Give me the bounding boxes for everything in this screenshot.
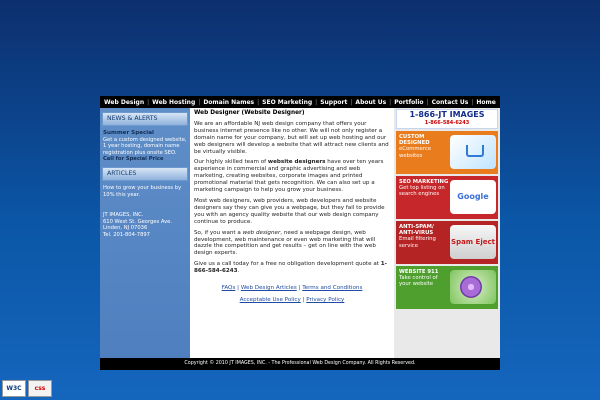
spam-eject-icon: Spam Eject xyxy=(450,225,496,259)
phone-vanity: 1-866-JT IMAGES xyxy=(409,110,485,119)
call-paragraph xyxy=(194,261,390,275)
footer-links xyxy=(194,285,390,304)
news-alerts-heading: NEWS & ALERTS xyxy=(102,112,188,126)
promo-body: eCommerce websites xyxy=(399,146,432,159)
main-content xyxy=(190,108,394,358)
summer-special-block xyxy=(100,126,190,167)
faqs-link[interactable]: FAQs xyxy=(221,285,236,292)
telephone: Tel. 201-804-7897 xyxy=(103,231,150,238)
promo-body: Email filtering service xyxy=(399,236,436,249)
nav-separator: | xyxy=(315,98,318,106)
promo-heading: SEO MARKETING xyxy=(399,179,449,185)
google-logo-icon: Google xyxy=(450,180,496,214)
left-sidebar xyxy=(100,108,190,358)
nav-domain-names[interactable]: Domain Names xyxy=(203,98,255,106)
designer-text-pre: So, if you want a xyxy=(194,229,243,236)
validation-badges xyxy=(2,380,52,397)
nav-portfolio[interactable]: Portfolio xyxy=(394,98,424,106)
website-designers-bold: website designers xyxy=(267,159,326,166)
nav-about-us[interactable]: About Us xyxy=(355,98,387,106)
nav-separator: | xyxy=(350,98,353,106)
articles-block xyxy=(100,181,190,202)
call-text-pre: Give us a call today for a free no obligation development quote at xyxy=(194,261,381,268)
footer-links-row-1: FAQs | Web Design Articles | Terms and Conditions xyxy=(221,285,363,292)
designer-text-post: , need a webpage design, web development, web maintenance or even web marketing that will dazzle the competition and get results – get on line with the web design experts. xyxy=(194,229,376,257)
copyright-footer: Copyright © 2010 JT IMAGES, INC. - The Professional Web Design Company. All Rights Reserved. xyxy=(100,358,500,370)
nav-support[interactable]: Support xyxy=(320,98,348,106)
phone-number: 1-866-584-6243 xyxy=(424,120,470,126)
address-line-1: 610 West St. Georges Ave. xyxy=(103,218,172,225)
promo-anti-spam[interactable] xyxy=(396,221,498,264)
footer-links-row-2: Acceptable Use Policy | Privacy Policy xyxy=(239,296,345,303)
nav-separator: | xyxy=(426,98,429,106)
summer-special-cta: Call for Special Price xyxy=(103,156,164,163)
promo-website-911[interactable] xyxy=(396,266,498,309)
phone-banner[interactable] xyxy=(396,109,498,129)
web-design-articles-link[interactable]: Web Design Articles xyxy=(240,285,297,292)
team-text-pre: Our highly skilled team of xyxy=(194,159,268,166)
team-paragraph xyxy=(194,159,390,194)
disc-icon xyxy=(450,270,496,304)
nav-home[interactable]: Home xyxy=(476,98,496,106)
css-badge-icon[interactable]: css xyxy=(28,380,52,397)
content-columns xyxy=(100,108,500,358)
page-heading: Web Designer (Website Designer) xyxy=(194,110,305,116)
article-link[interactable]: How to grow your business by 10% this year. xyxy=(103,184,182,198)
company-address xyxy=(100,202,190,248)
terms-link[interactable]: Terms and Conditions xyxy=(302,285,363,292)
nav-contact-us[interactable]: Contact Us xyxy=(431,98,469,106)
nav-separator: | xyxy=(147,98,150,106)
call-phone: 1-866-584-6243 xyxy=(194,261,387,275)
acceptable-use-link[interactable]: Acceptable Use Policy xyxy=(239,296,301,303)
nav-separator: | xyxy=(471,98,474,106)
summer-special-body: Get a custom designed website, 1 year hosting, domain name registration plus onsite SEO. xyxy=(103,136,187,156)
articles-heading: ARTICLES xyxy=(102,167,188,181)
designers-paragraph: Most web designers, web providers, web developers and website designers say they can give you a webpage, but they fail to provide you with an agency quality website that our web design company continue to produce. xyxy=(194,197,385,225)
nav-seo-marketing[interactable]: SEO Marketing xyxy=(262,98,313,106)
address-line-2: Linden, NJ 07036 xyxy=(103,225,148,232)
privacy-policy-link[interactable]: Privacy Policy xyxy=(306,296,345,303)
promo-body: Take control of your website xyxy=(399,275,438,288)
promo-heading: WEBSITE 911 xyxy=(399,269,439,275)
team-text-post: have over ten years experience in commercial and graphic advertising and web marketing, creating websites, corporate images and printed promotional material that gets recognition. We can also set up a marketing campaign to help you grow your business. xyxy=(194,159,384,194)
nav-separator: | xyxy=(257,98,260,106)
shopping-cart-icon xyxy=(450,135,496,169)
nav-separator: | xyxy=(389,98,392,106)
promo-custom-designed[interactable] xyxy=(396,131,498,174)
right-sidebar xyxy=(394,108,500,358)
promo-heading: ANTI-SPAM/ ANTI-VIRUS xyxy=(399,224,434,237)
promo-heading: CUSTOM DESIGNED xyxy=(399,134,430,147)
web-designer-paragraph xyxy=(194,230,390,258)
intro-paragraph: We are an affordable NJ web design company that offers your business internet presence like no other. We will not only register a domain name for your company, but will set up web hosting and our web designers will develop a website that will attract new clients and be virtually visible. xyxy=(194,120,389,155)
website-frame xyxy=(100,96,500,370)
call-text-post: . xyxy=(237,268,240,275)
nav-web-design[interactable]: Web Design xyxy=(104,98,145,106)
nav-separator: | xyxy=(198,98,201,106)
promo-seo-marketing[interactable] xyxy=(396,176,498,219)
w3c-badge-icon[interactable]: W3C xyxy=(2,380,26,397)
summer-special-title[interactable]: Summer Special xyxy=(103,130,154,136)
company-name: JT IMAGES, INC. xyxy=(103,212,144,219)
promo-body: Get top listing on search engines xyxy=(399,185,445,198)
top-nav xyxy=(100,96,500,108)
nav-web-hosting[interactable]: Web Hosting xyxy=(152,98,196,106)
web-designer-emphasis: web designer xyxy=(242,229,281,236)
